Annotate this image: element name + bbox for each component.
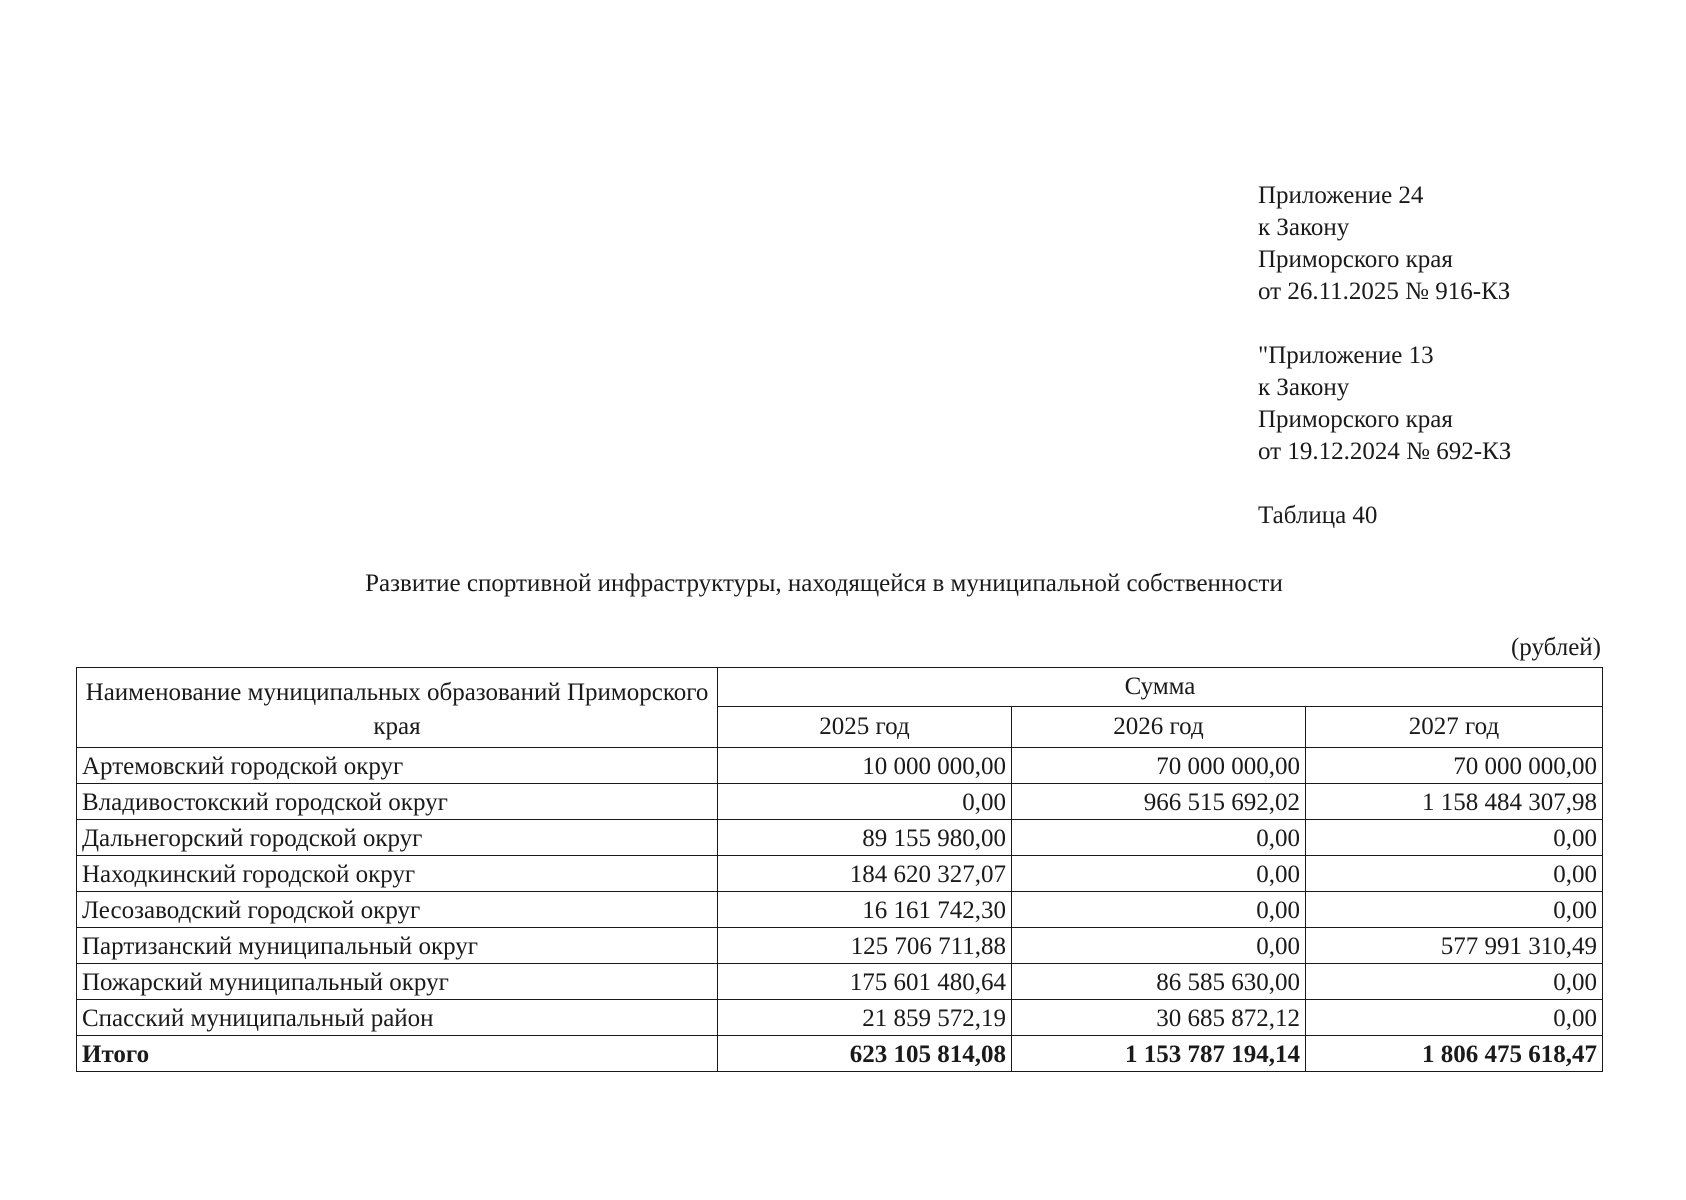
municipality-name: Артемовский городской округ xyxy=(77,748,718,784)
document-title xyxy=(0,568,1686,600)
table-header-row xyxy=(77,668,1603,707)
appendix-law-ref: к Закону xyxy=(1258,214,1350,241)
municipality-name: Находкинский городской округ xyxy=(77,856,718,892)
appendix-law-date: от 26.11.2025 № 916-КЗ xyxy=(1258,278,1511,305)
header-municipality: Наименование муниципальных образований Приморского края xyxy=(77,668,718,748)
amount-2026: 966 515 692,02 xyxy=(1012,784,1306,820)
amount-2025: 184 620 327,07 xyxy=(718,856,1012,892)
table-row xyxy=(77,820,1603,856)
total-2026: 1 153 787 194,14 xyxy=(1012,1036,1306,1072)
amount-2025: 125 706 711,88 xyxy=(718,928,1012,964)
amount-2025: 0,00 xyxy=(718,784,1012,820)
total-2027: 1 806 475 618,47 xyxy=(1306,1036,1603,1072)
spacer xyxy=(1258,468,1511,500)
amount-2026: 0,00 xyxy=(1012,820,1306,856)
header-sum: Сумма xyxy=(718,668,1603,707)
original-appendix-number: "Приложение 13 xyxy=(1258,342,1434,369)
amount-2025: 16 161 742,30 xyxy=(718,892,1012,928)
budget-table xyxy=(76,667,1603,1072)
table-total-row xyxy=(77,1036,1603,1072)
amount-2026: 30 685 872,12 xyxy=(1012,1000,1306,1036)
amount-2025: 175 601 480,64 xyxy=(718,964,1012,1000)
units-label: (рублей) xyxy=(1510,634,1601,661)
table-row xyxy=(77,928,1603,964)
appendix-header xyxy=(1258,180,1511,532)
amount-2025: 10 000 000,00 xyxy=(718,748,1012,784)
amount-2026: 0,00 xyxy=(1012,892,1306,928)
amount-2025: 89 155 980,00 xyxy=(718,820,1012,856)
municipality-name: Спасский муниципальный район xyxy=(77,1000,718,1036)
table-reference: Таблица 40 xyxy=(1258,502,1378,529)
amount-2026: 70 000 000,00 xyxy=(1012,748,1306,784)
amount-2027: 0,00 xyxy=(1306,820,1603,856)
amount-2025: 21 859 572,19 xyxy=(718,1000,1012,1036)
table-row xyxy=(77,964,1603,1000)
amount-2027: 577 991 310,49 xyxy=(1306,928,1603,964)
appendix-number: Приложение 24 xyxy=(1258,182,1424,209)
amount-2026: 86 585 630,00 xyxy=(1012,964,1306,1000)
table-row xyxy=(77,1000,1603,1036)
header-year-2027: 2027 год xyxy=(1306,707,1603,748)
document-title-text: Развитие спортивной инфраструктуры, находящейся в муниципальной собственности xyxy=(365,570,1283,597)
spacer xyxy=(1258,308,1511,340)
appendix-region: Приморского края xyxy=(1258,246,1453,273)
amount-2027: 0,00 xyxy=(1306,892,1603,928)
amount-2027: 70 000 000,00 xyxy=(1306,748,1603,784)
original-appendix-law-ref: к Закону xyxy=(1258,374,1350,401)
total-label: Итого xyxy=(77,1036,718,1072)
table-row xyxy=(77,892,1603,928)
total-2025: 623 105 814,08 xyxy=(718,1036,1012,1072)
municipality-name: Дальнегорский городской округ xyxy=(77,820,718,856)
municipality-name: Партизанский муниципальный округ xyxy=(77,928,718,964)
municipality-name: Владивостокский городской округ xyxy=(77,784,718,820)
municipality-name: Пожарский муниципальный округ xyxy=(77,964,718,1000)
original-appendix-region: Приморского края xyxy=(1258,406,1453,433)
table-row xyxy=(77,748,1603,784)
amount-2027: 0,00 xyxy=(1306,964,1603,1000)
amount-2026: 0,00 xyxy=(1012,856,1306,892)
original-appendix-law-date: от 19.12.2024 № 692-КЗ xyxy=(1258,438,1512,465)
amount-2027: 0,00 xyxy=(1306,1000,1603,1036)
table-row xyxy=(77,856,1603,892)
amount-2027: 0,00 xyxy=(1306,856,1603,892)
header-year-2025: 2025 год xyxy=(718,707,1012,748)
municipality-name: Лесозаводский городской округ xyxy=(77,892,718,928)
table-row xyxy=(77,784,1603,820)
amount-2026: 0,00 xyxy=(1012,928,1306,964)
header-year-2026: 2026 год xyxy=(1012,707,1306,748)
amount-2027: 1 158 484 307,98 xyxy=(1306,784,1603,820)
